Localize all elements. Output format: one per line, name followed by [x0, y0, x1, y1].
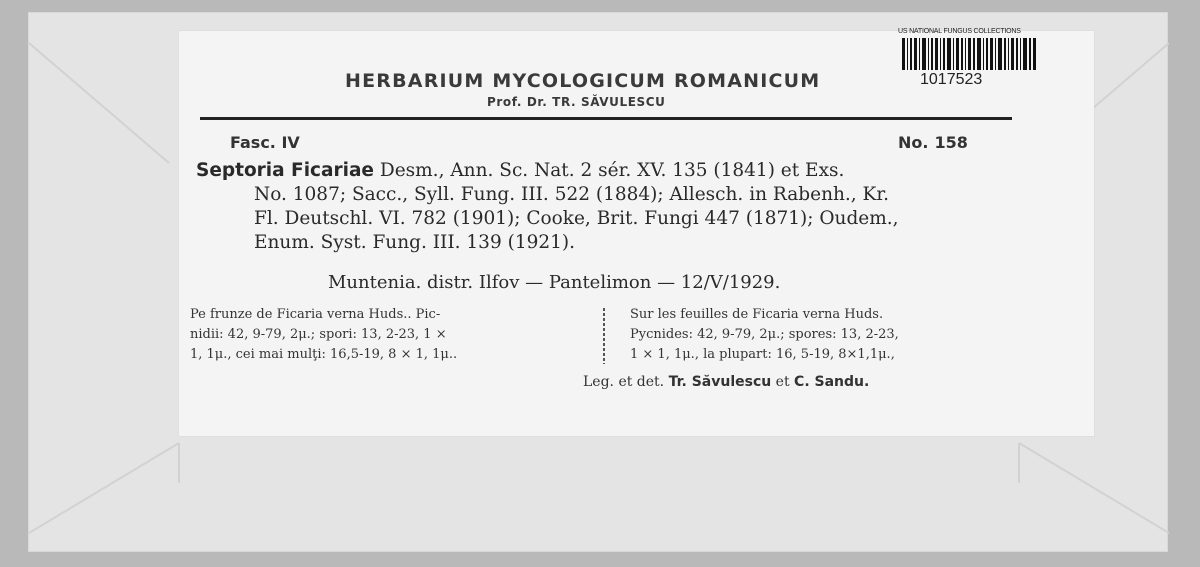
- romanian-line-1: Pe frunze de Ficaria verna Huds.. Pic-: [190, 307, 441, 322]
- column-divider: [600, 308, 608, 364]
- specimen-number: [898, 133, 968, 152]
- number-value: 158: [934, 133, 968, 152]
- species-name: Septoria Ficariae: [196, 160, 374, 181]
- romanian-line-3: 1, 1μ., cei mai mulţi: 16,5-19, 8 × 1, 1μ..: [190, 347, 458, 362]
- specimen-barcode: [898, 28, 1040, 92]
- citation-line-4: Enum. Syst. Fung. III. 139 (1921).: [254, 232, 575, 253]
- collection-locality: Muntenia. distr. Ilfov — Pantelimon — 12/V/1929.: [328, 272, 781, 293]
- barcode-number: 1017523: [920, 71, 983, 88]
- collector-connector: et: [771, 374, 795, 390]
- french-description: [630, 305, 1022, 365]
- fascicle-label: Fasc. IV: [230, 133, 300, 152]
- species-citation: [196, 159, 1026, 255]
- collector-2: C. Sandu.: [794, 374, 870, 390]
- collector-line: [583, 374, 869, 390]
- citation-line-3: Fl. Deutschl. VI. 782 (1901); Cooke, Brit. Fungi 447 (1871); Oudem.,: [254, 208, 899, 229]
- romanian-line-2: nidii: 42, 9-79, 2μ.; spori: 13, 2-23, 1 ×: [190, 327, 447, 342]
- collector-prefix: Leg. et det.: [583, 374, 669, 390]
- barcode-icon: [902, 38, 1036, 70]
- herbarium-title: HERBARIUM MYCOLOGICUM ROMANICUM: [345, 70, 821, 92]
- french-line-1: Sur les feuilles de Ficaria verna Huds.: [630, 307, 884, 322]
- citation-line-1-rest: Desm., Ann. Sc. Nat. 2 sér. XV. 135 (1841) et Exs.: [373, 160, 845, 181]
- citation-line-2: No. 1087; Sacc., Syll. Fung. III. 522 (1884); Allesch. in Rabenh., Kr.: [254, 184, 890, 205]
- collector-1: Tr. Săvulescu: [668, 374, 772, 390]
- french-line-3: 1 × 1, 1μ., la plupart: 16, 5-19, 8×1,1μ.,: [630, 347, 895, 362]
- number-label: No.: [898, 133, 929, 152]
- romanian-description: [190, 305, 576, 365]
- barcode-caption: US NATIONAL FUNGUS COLLECTIONS: [898, 28, 1021, 35]
- french-line-2: Pycnides: 42, 9-79, 2μ.; spores: 13, 2-23,: [630, 327, 899, 342]
- header-rule: [200, 117, 1012, 120]
- citation-line-1: [196, 159, 1026, 183]
- herbarium-subtitle: Prof. Dr. TR. SĂVULESCU: [487, 95, 666, 109]
